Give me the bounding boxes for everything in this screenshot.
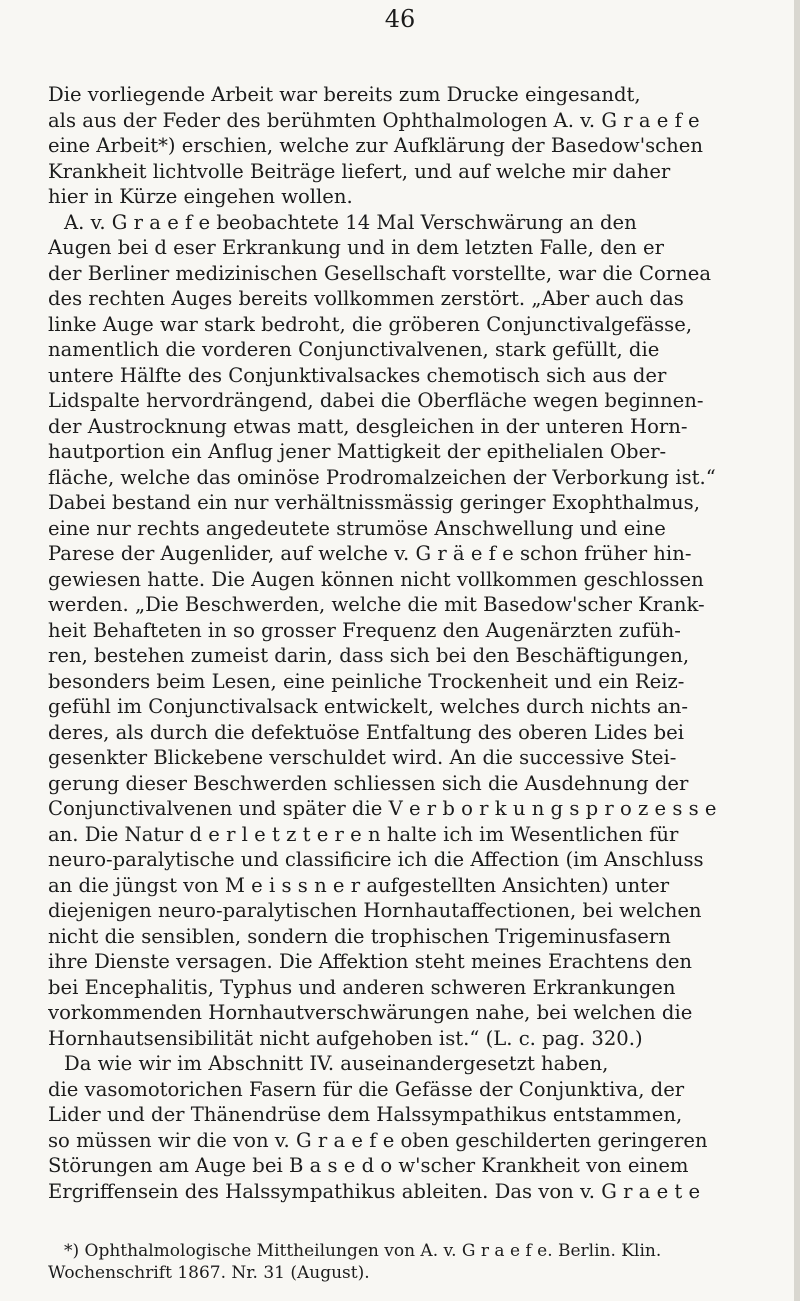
text-line: ren, bestehen zumeist darin, dass sich bei den Beschäftigungen, xyxy=(48,644,690,667)
text-line: neuro-paralytische und classificire ich die Affection (im Anschluss xyxy=(48,848,704,871)
text-line: gerung dieser Beschwerden schliessen sich die Ausdehnung der xyxy=(48,771,689,795)
text-line: so müssen wir die von v. G r a e f e oben geschilderten geringeren xyxy=(48,1128,708,1152)
text-line: Parese der Augenlider, auf welche v. G r ä e f e schon früher hin- xyxy=(48,542,692,565)
text-line: heit Behafteten in so grosser Frequenz den Augenärzten zufüh- xyxy=(48,618,681,642)
text-line: ihre Dienste versagen. Die Affektion steht meines Erachtens den xyxy=(48,950,693,973)
text-line: Augen bei d eser Erkrankung und in dem letzten Falle, den er xyxy=(48,236,665,259)
text-line: Dabei bestand ein nur verhältnissmässig geringer Exophthalmus, xyxy=(48,491,700,514)
text-line: gewiesen hatte. Die Augen können nicht vollkommen geschlossen xyxy=(48,567,704,591)
text-line: nicht die sensiblen, sondern die trophischen Trigeminusfasern xyxy=(48,924,671,948)
text-line: Da wie wir im Abschnitt IV. auseinandergesetzt haben, xyxy=(64,1052,609,1075)
text-line: deres, als durch die defektuöse Entfaltung des oberen Lides bei xyxy=(48,720,685,744)
body-text xyxy=(48,82,782,1204)
text-line: hautportion ein Anflug jener Mattigkeit der epithelialen Ober- xyxy=(48,440,667,463)
text-line: der Austrocknung etwas matt, desgleichen in der unteren Horn- xyxy=(48,414,688,438)
text-line: Die vorliegende Arbeit war bereits zum Drucke eingesandt, xyxy=(48,83,641,106)
text-line: hier in Kürze eingehen wollen. xyxy=(48,185,353,208)
text-line: die vasomotorichen Fasern für die Gefässe der Conjunktiva, der xyxy=(48,1077,685,1101)
text-line: Hornhautsensibilität nicht aufgehoben ist.“ (L. c. pag. 320.) xyxy=(48,1026,643,1050)
text-line: der Berliner medizinischen Gesellschaft vorstellte, war die Cornea xyxy=(48,261,712,285)
text-line: Lidspalte hervordrängend, dabei die Oberfläche wegen beginnen- xyxy=(48,389,704,412)
text-line: Krankheit lichtvolle Beiträge liefert, und auf welche mir daher xyxy=(48,159,671,183)
text-line: des rechten Auges bereits vollkommen zerstört. „Aber auch das xyxy=(48,287,684,310)
footnote-line: Wochenschrift 1867. Nr. 31 (August). xyxy=(48,1263,370,1283)
text-line: linke Auge war stark bedroht, die gröberen Conjunctivalgefässe, xyxy=(48,312,693,336)
text-line: untere Hälfte des Conjunktivalsackes chemotisch sich aus der xyxy=(48,363,667,387)
text-line: eine Arbeit*) erschien, welche zur Aufklärung der Basedow'schen xyxy=(48,134,703,157)
text-line: A. v. G r a e f e beobachtete 14 Mal Verschwärung an den xyxy=(64,210,637,234)
text-line: Störungen am Auge bei B a s e d o w'scher Krankheit von einem xyxy=(48,1154,689,1177)
footnote xyxy=(48,1240,782,1284)
text-line: diejenigen neuro-paralytischen Hornhautaffectionen, bei welchen xyxy=(48,899,702,922)
text-line: besonders beim Lesen, eine peinliche Trockenheit und ein Reiz- xyxy=(48,669,685,693)
text-line: bei Encephalitis, Typhus und anderen schweren Erkrankungen xyxy=(48,975,676,999)
page-number: 46 xyxy=(384,5,416,33)
text-line: werden. „Die Beschwerden, welche die mit Basedow'scher Krank- xyxy=(48,593,705,616)
text-line: Conjunctivalvenen und später die V e r b o r k u n g s p r o z e s s e xyxy=(48,797,717,820)
text-line: als aus der Feder des berühmten Ophthalmologen A. v. G r a e f e xyxy=(48,108,700,132)
text-line: an die jüngst von M e i s s n e r aufgestellten Ansichten) unter xyxy=(48,873,670,897)
text-line: Lider und der Thänendrüse dem Halssympathikus entstammen, xyxy=(48,1103,683,1126)
text-line: gefühl im Conjunctivalsack entwickelt, welches durch nichts an- xyxy=(48,695,689,718)
page-edge xyxy=(794,0,800,1301)
text-line: gesenkter Blickebene verschuldet wird. An die successive Stei- xyxy=(48,746,677,769)
text-line: vorkommenden Hornhautverschwärungen nahe, bei welchen die xyxy=(48,1001,693,1024)
text-line: eine nur rechts angedeutete strumöse Anschwellung und eine xyxy=(48,516,666,540)
footnote-line: *) Ophthalmologische Mittheilungen von A. v. G r a e f e. Berlin. Klin. xyxy=(64,1241,662,1261)
text-line: namentlich die vorderen Conjunctivalvenen, stark gefüllt, die xyxy=(48,338,660,361)
text-line: fläche, welche das ominöse Prodromalzeichen der Verborkung ist.“ xyxy=(48,465,716,489)
text-line: Ergriffensein des Halssympathikus ableiten. Das von v. G r a e t e xyxy=(48,1179,701,1203)
text-line: an. Die Natur d e r l e t z t e r e n halte ich im Wesentlichen für xyxy=(48,822,679,846)
